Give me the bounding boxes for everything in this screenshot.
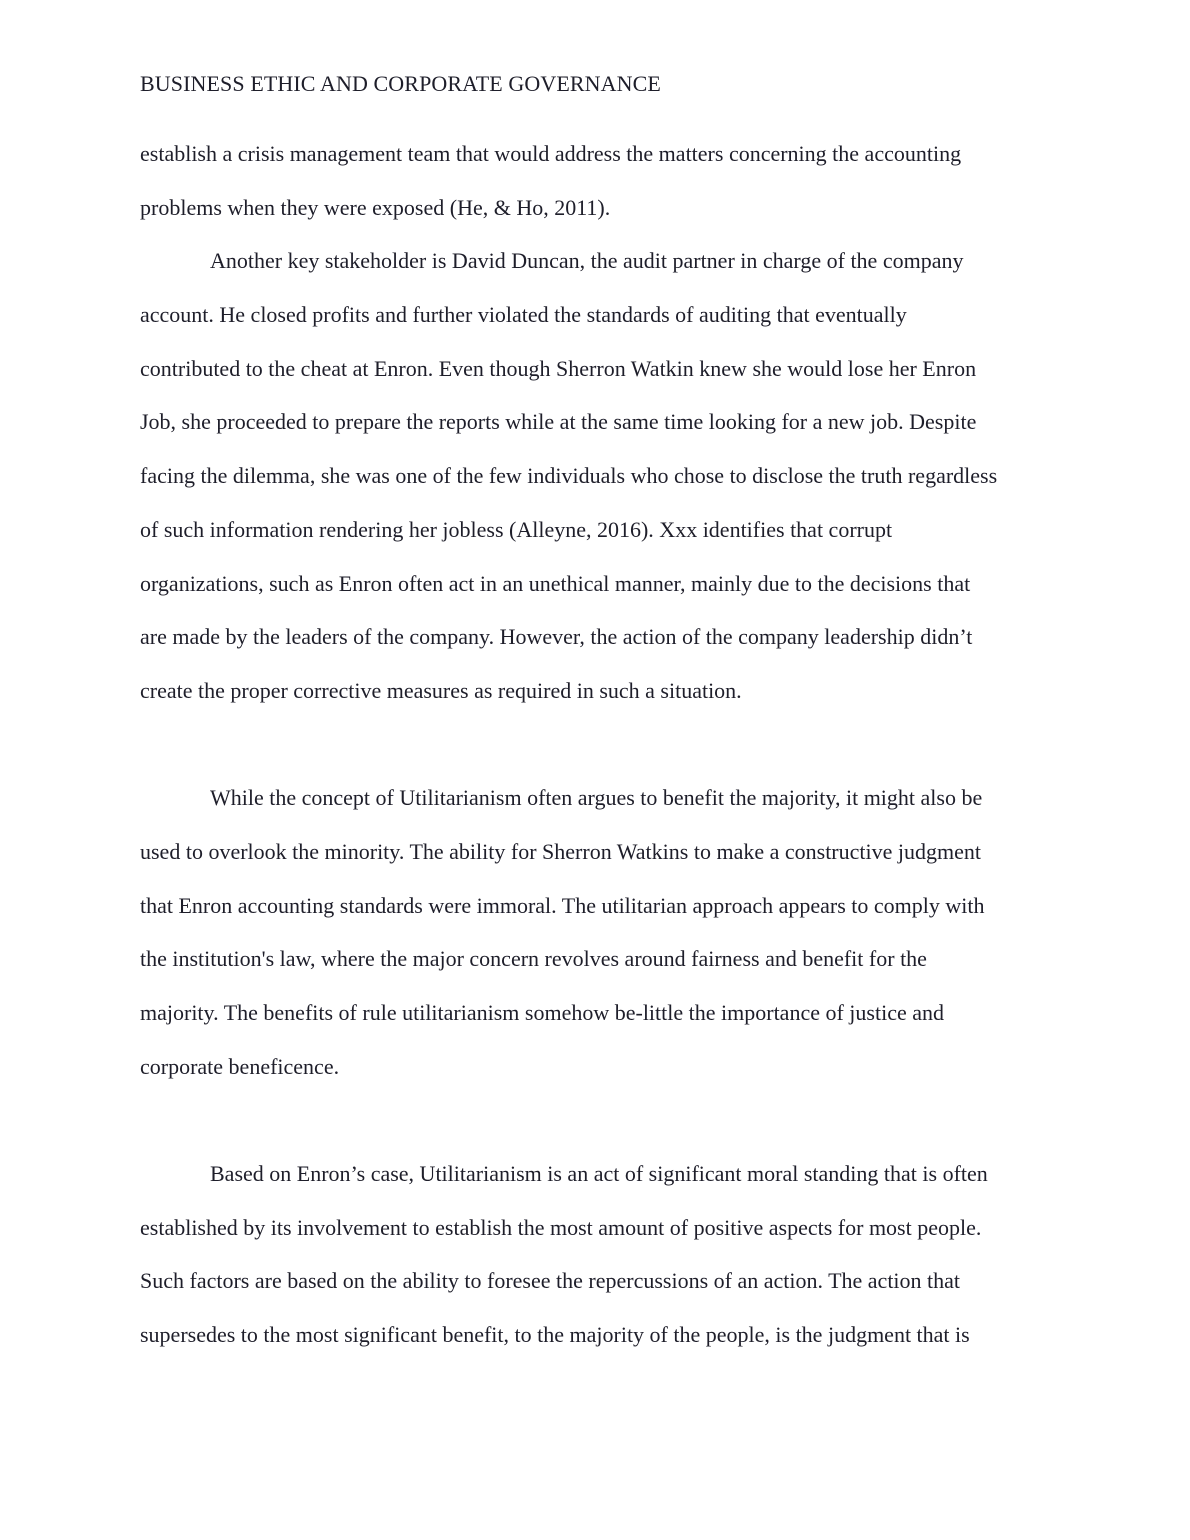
text-line: used to overlook the minority. The ability for Sherron Watkins to make a constructive judgment [140,838,981,864]
text-line: While the concept of Utilitarianism often argues to benefit the majority, it might also be [210,785,983,811]
blank-line [140,718,1052,772]
text-line: establish a crisis management team that would address the matters concerning the accounting [140,141,962,166]
text-line: Job, she proceeded to prepare the reports while at the same time looking for a new job. Despite [140,409,977,435]
blank-line [140,1093,1052,1147]
text-line: create the proper corrective measures as required in such a situation. [140,677,742,703]
text-line: contributed to the cheat at Enron. Even though Sherron Watkin knew she would lose her Enron [140,355,977,381]
text-line: Such factors are based on the ability to foresee the repercussions of an action. The action that [140,1268,961,1294]
text-line: established by its involvement to establish the most amount of positive aspects for most people. [140,1214,982,1240]
paragraph-3 [140,771,1052,1093]
text-line: Based on Enron’s case, Utilitarianism is an act of significant moral standing that is often [210,1161,988,1187]
text-line: corporate beneficence. [140,1053,340,1079]
text-line: majority. The benefits of rule utilitarianism somehow be-little the importance of justice and [140,1000,944,1025]
paragraph-1 [140,127,1052,234]
body-text [140,127,1052,1362]
text-line: of such information rendering her jobless (Alleyne, 2016). Xxx identifies that corrupt [140,516,893,542]
text-line: the institution's law, where the major concern revolves around fairness and benefit for the [140,946,927,972]
text-line: account. He closed profits and further violated the standards of auditing that eventually [140,302,907,328]
text-line: are made by the leaders of the company. However, the action of the company leadership didn’t [140,624,973,650]
text-line: organizations, such as Enron often act in an unethical manner, mainly due to the decisions that [140,570,971,596]
text-line: Another key stakeholder is David Duncan, the audit partner in charge of the company [210,248,964,274]
text-line: facing the dilemma, she was one of the few individuals who chose to disclose the truth regardless [140,463,998,489]
running-head: BUSINESS ETHIC AND CORPORATE GOVERNANCE [140,71,661,96]
text-line: problems when they were exposed (He, & Ho, 2011). [140,194,611,220]
text-line: that Enron accounting standards were immoral. The utilitarian approach appears to comply with [140,892,985,918]
paragraph-4 [140,1147,1052,1362]
paragraph-2 [140,234,1052,717]
text-line: supersedes to the most significant benefit, to the majority of the people, is the judgment that is [140,1322,970,1348]
